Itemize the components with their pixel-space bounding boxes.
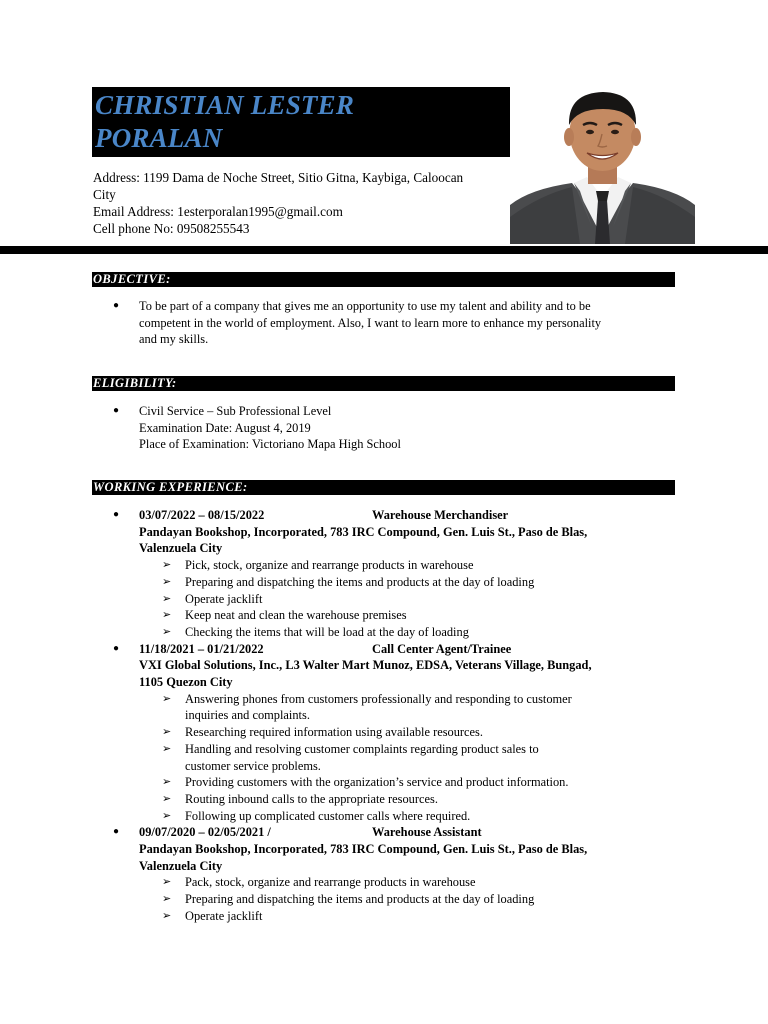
bullet-icon: ●: [113, 300, 120, 311]
arrow-bullet-icon: ➢: [162, 742, 172, 755]
arrow-bullet-icon: ➢: [162, 609, 172, 622]
objective-line-2: competent in the world of employment. Also, I want to learn more to enhance my personality: [139, 315, 602, 330]
objective-section: [113, 298, 673, 348]
eligibility-exam: Civil Service – Sub Professional Level: [139, 404, 332, 418]
job-header: [113, 824, 673, 874]
bullet-icon: ●: [113, 826, 120, 838]
duty-item-continuation: customer service problems.: [185, 758, 321, 773]
duty-item: ➢ Keep neat and clean the warehouse premises: [162, 608, 407, 623]
job-position: Call Center Agent/Trainee: [372, 641, 512, 656]
job-company: Pandayan Bookshop, Incorporated, 783 IRC Compound, Gen. Luis St., Paso de Blas,: [139, 524, 588, 539]
job-company: VXI Global Solutions, Inc., L3 Walter Mart Munoz, EDSA, Veterans Village, Bungad,: [139, 658, 592, 673]
duty-item: ➢ Providing customers with the organization’s service and product information.: [162, 775, 569, 790]
objective-item: [113, 298, 673, 348]
job-header: [113, 641, 673, 691]
objective-line-3: and my skills.: [139, 332, 209, 347]
job-dates: 09/07/2020 – 02/05/2021 /: [139, 825, 271, 840]
duty-item: ➢ Following up complicated customer calls where required.: [162, 808, 471, 823]
eligibility-place: Place of Examination: Victoriano Mapa High School: [139, 437, 401, 452]
duty-item-continuation: inquiries and complaints.: [185, 708, 310, 723]
name-first-line: CHRISTIAN LESTER: [95, 90, 355, 120]
arrow-bullet-icon: ➢: [162, 792, 172, 805]
phone-line: Cell phone No: 09508255543: [93, 221, 250, 236]
job-entry: [113, 641, 673, 825]
job-dates: 03/07/2022 – 08/15/2022: [139, 508, 265, 522]
arrow-bullet-icon: ➢: [162, 776, 172, 789]
duty-item: ➢ Routing inbound calls to the appropriate resources.: [162, 791, 438, 806]
job-company-city: Valenzuela City: [139, 541, 223, 556]
arrow-bullet-icon: ➢: [162, 809, 172, 822]
address-continuation: City: [93, 187, 116, 202]
bullet-icon: ●: [113, 405, 120, 416]
job-company-city: 1105 Quezon City: [139, 675, 233, 690]
duty-item: ➢ Preparing and dispatching the items and products at the day of loading: [162, 892, 535, 907]
experience-heading: WORKING EXPERIENCE:: [92, 480, 675, 495]
duty-item: ➢ Handling and resolving customer complaints regarding product sales to: [162, 741, 539, 756]
eligibility-item: [113, 403, 673, 453]
bullet-icon: ●: [113, 642, 120, 654]
arrow-bullet-icon: ➢: [162, 559, 172, 572]
job-company-city: Valenzuela City: [139, 858, 223, 873]
job-position: Warehouse Assistant: [372, 825, 482, 840]
job-dates: 11/18/2021 – 01/21/2022: [139, 641, 264, 656]
job-entry: [113, 824, 673, 924]
arrow-bullet-icon: ➢: [162, 726, 172, 739]
job-company: Pandayan Bookshop, Incorporated, 783 IRC Compound, Gen. Luis St., Paso de Blas,: [139, 842, 588, 857]
duty-item: ➢ Operate jacklift: [162, 591, 263, 606]
arrow-bullet-icon: ➢: [162, 876, 172, 889]
eligibility-section: [113, 403, 673, 453]
name-banner: [92, 87, 510, 157]
duty-item: ➢ Pack, stock, organize and rearrange products in warehouse: [162, 875, 476, 890]
duty-item: ➢ Answering phones from customers professionally and responding to customer: [162, 691, 572, 706]
duty-item: ➢ Researching required information using available resources.: [162, 725, 483, 740]
arrow-bullet-icon: ➢: [162, 625, 172, 638]
job-position: Warehouse Merchandiser: [372, 508, 509, 522]
arrow-bullet-icon: ➢: [162, 893, 172, 906]
arrow-bullet-icon: ➢: [162, 592, 172, 605]
arrow-bullet-icon: ➢: [162, 909, 172, 922]
eligibility-heading: ELIGIBILITY:: [92, 376, 675, 391]
objective-heading: OBJECTIVE:: [92, 272, 675, 287]
portrait-illustration: [510, 87, 695, 244]
duty-item: ➢ Operate jacklift: [162, 908, 263, 923]
duty-item: ➢ Pick, stock, organize and rearrange products in warehouse: [162, 558, 474, 573]
header-divider: [0, 246, 768, 254]
profile-photo: [510, 87, 695, 244]
objective-line-1: To be part of a company that gives me an opportunity to use my talent and ability and to be: [139, 299, 591, 313]
address-line: Address: 1199 Dama de Noche Street, Sitio Gitna, Kaybiga, Caloocan: [93, 170, 464, 185]
arrow-bullet-icon: ➢: [162, 692, 172, 705]
bullet-icon: ●: [113, 509, 120, 520]
job-header: [113, 507, 673, 557]
experience-section: [113, 507, 673, 925]
duty-item: ➢ Checking the items that will be load at the day of loading: [162, 624, 469, 639]
arrow-bullet-icon: ➢: [162, 575, 172, 588]
email-line: Email Address: 1esterporalan1995@gmail.com: [93, 204, 343, 219]
name-last-line: PORALAN: [95, 123, 223, 153]
contact-info: [93, 169, 503, 237]
eligibility-date: Examination Date: August 4, 2019: [139, 420, 311, 435]
job-entry: [113, 507, 673, 641]
duty-item: ➢ Preparing and dispatching the items and products at the day of loading: [162, 574, 535, 589]
